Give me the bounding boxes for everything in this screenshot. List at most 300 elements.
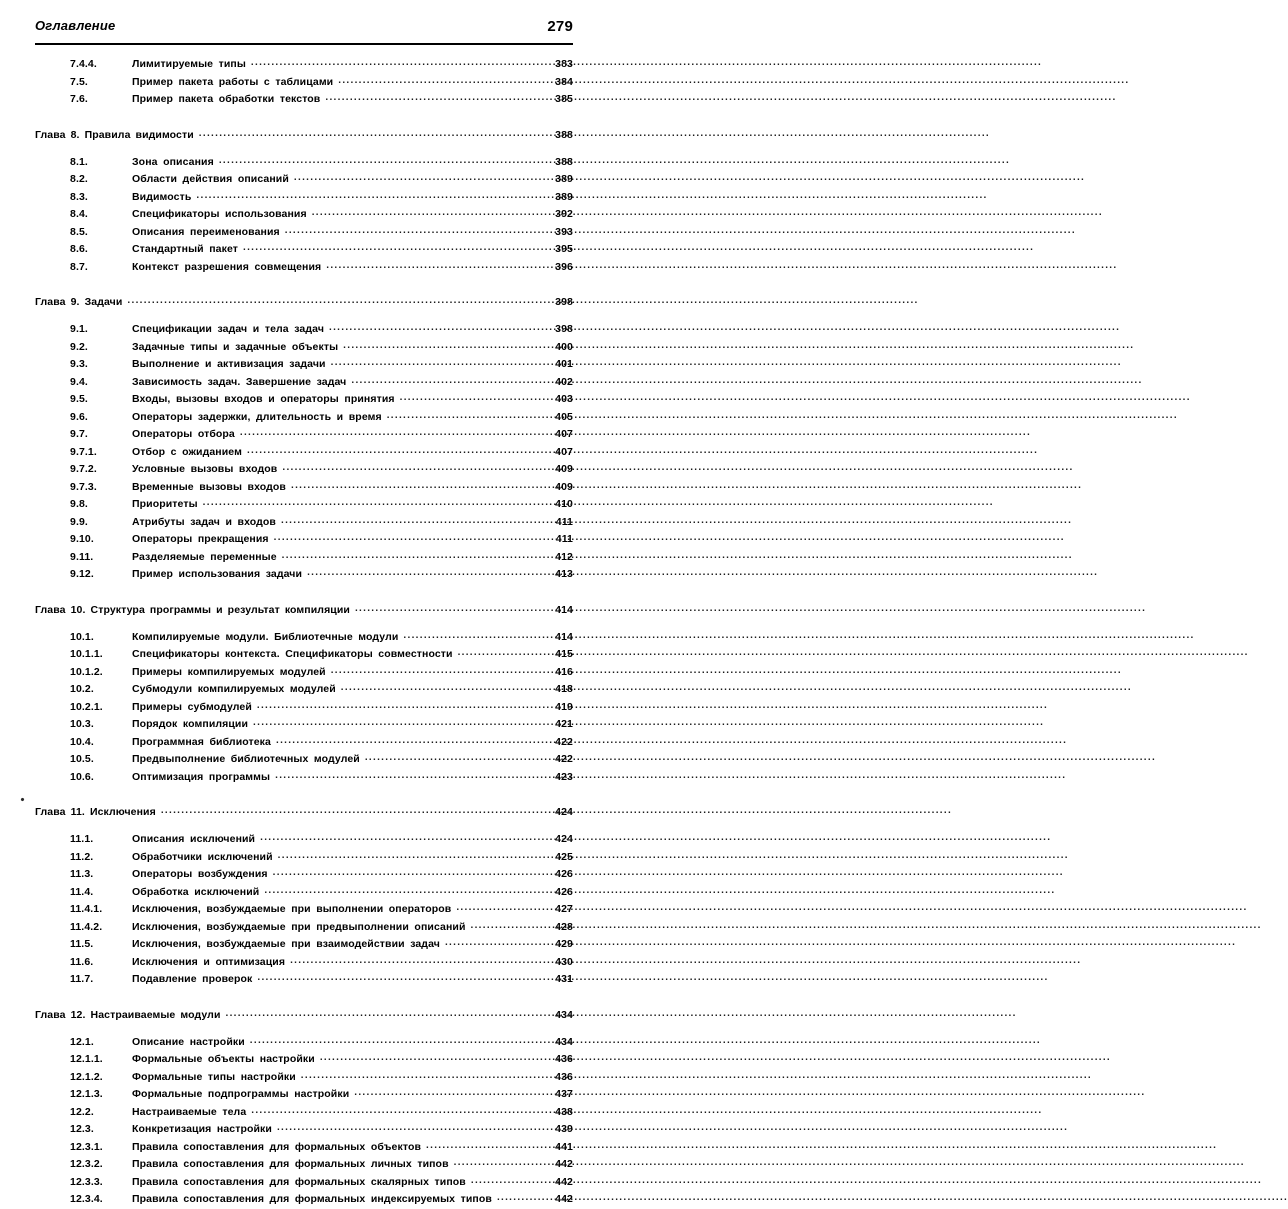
toc-entry-page: 412 (555, 550, 573, 563)
toc-entry-page: 441 (555, 1140, 573, 1153)
toc-entry-number: 8.7. (70, 260, 88, 273)
toc-entry-number: 10.1.2. (70, 665, 103, 678)
toc-spacer (35, 145, 573, 154)
toc-entry-page: 423 (555, 770, 573, 783)
toc-entry-title: Правила сопоставления для формальных личных типов (132, 1158, 449, 1170)
toc-entry-number: 9.11. (70, 550, 94, 563)
toc-entry-number: 12.1.3. (70, 1088, 103, 1100)
toc-entry-title: Входы, вызовы входов и операторы принятия (132, 393, 395, 405)
toc-entry-page: 410 (555, 498, 573, 510)
toc-entry-number: 9.3. (70, 358, 88, 370)
toc-entry-number: 12.3.1. (70, 1140, 103, 1153)
toc-entry-page: 385 (555, 93, 573, 105)
dot-leader (331, 664, 543, 675)
toc-entry-number: 12.3.3. (70, 1175, 103, 1188)
toc-entry-row[interactable] (35, 734, 573, 752)
toc-entry-page: 400 (555, 340, 573, 353)
toc-entry-number: 11.4. (70, 885, 94, 898)
toc-entry-number: 8.3. (70, 190, 88, 203)
toc-entry-number: 12.1. (70, 1035, 94, 1048)
dot-leader (285, 224, 543, 235)
toc-entry-number: 11.6. (70, 955, 94, 968)
toc-entry-title: Спецификации задач и тела задач (132, 323, 325, 335)
toc-entry-title: Лимитируемые типы (132, 58, 246, 70)
toc-entry-title: Операторы прекращения (132, 533, 269, 545)
toc-entry-title: Обработчики исключений (132, 850, 273, 863)
dot-leader (331, 356, 543, 367)
toc-entry-title: Правила сопоставления для формальных объектов (132, 1140, 422, 1153)
toc-entry-page: 398 (555, 323, 573, 335)
toc-chapter-row[interactable] (35, 602, 573, 620)
toc-entry-title: Условные вызовы входов (132, 463, 278, 475)
toc-entry-title: Исключения, возбуждаемые при предвыполнении описаний (132, 920, 466, 933)
toc-spacer (35, 312, 573, 321)
toc-spacer (35, 109, 573, 127)
toc-entry-page: 414 (555, 603, 573, 616)
toc-entry-title: Описания исключений (132, 833, 256, 845)
toc-entry-number: 9.8. (70, 498, 88, 510)
dot-leader (274, 531, 543, 542)
toc-entry-title: Компилируемые модули. Библиотечные модули (132, 630, 399, 643)
toc-entry-number: 9.2. (70, 340, 88, 353)
toc-page (0, 0, 600, 1205)
toc-entry-row[interactable] (35, 1191, 573, 1209)
toc-entry-row[interactable] (35, 549, 573, 567)
toc-entry-page: 434 (555, 1008, 573, 1021)
toc-entry-page: 436 (555, 1053, 573, 1065)
toc-entry-title: Формальные подпрограммы настройки (132, 1088, 350, 1100)
toc-entry-row[interactable] (35, 496, 573, 514)
dot-leader (199, 127, 543, 138)
toc-entry-number: 12.3. (70, 1123, 94, 1135)
toc-entry-page: 426 (555, 868, 573, 880)
toc-entry-number: 9.5. (70, 393, 88, 405)
toc-entry-row[interactable] (35, 339, 573, 357)
toc-entry-number: 12.3.2. (70, 1158, 103, 1170)
toc-entry-title: Стандартный пакет (132, 243, 238, 255)
toc-entry-row[interactable] (35, 356, 573, 374)
toc-entry-title: Глава 12. Настраиваемые модули (35, 1008, 221, 1021)
scan-speck (21, 798, 25, 802)
toc-entry-page: 431 (555, 973, 573, 985)
toc-entry-number: 9.6. (70, 410, 88, 423)
toc-entry-title: Зона описания (132, 155, 214, 168)
toc-entry-page: 424 (555, 806, 573, 818)
toc-entry-row[interactable] (35, 751, 573, 769)
dot-leader (351, 374, 543, 385)
toc-spacer (35, 620, 573, 629)
dot-leader (247, 444, 543, 455)
toc-entry-number: 10.2.1. (70, 700, 103, 713)
toc-entry-number: 12.1.1. (70, 1053, 103, 1065)
dot-leader (454, 1156, 543, 1167)
toc-entry-row[interactable] (35, 1086, 573, 1104)
toc-entry-title: Глава 8. Правила видимости (35, 128, 194, 141)
toc-spacer (35, 822, 573, 831)
toc-entry-page: 437 (555, 1088, 573, 1100)
toc-entry-row[interactable] (35, 409, 573, 427)
toc-entry-number: 10.3. (70, 718, 94, 730)
toc-entry-row[interactable] (35, 566, 573, 584)
toc-entry-row[interactable] (35, 1121, 573, 1139)
toc-entry-row[interactable] (35, 1139, 573, 1157)
dot-leader (294, 171, 543, 182)
dot-leader (497, 1191, 543, 1202)
toc-entry-page: 442 (555, 1193, 573, 1205)
toc-entry-page: 424 (555, 833, 573, 845)
toc-entry-row[interactable] (35, 629, 573, 647)
dot-leader (445, 936, 543, 947)
toc-entry-title: Операторы задержки, длительность и время (132, 410, 382, 423)
toc-entry-page: 389 (555, 190, 573, 203)
toc-entry-row[interactable] (35, 681, 573, 699)
dot-leader (251, 56, 543, 67)
dot-leader (273, 866, 543, 877)
toc-entry-row[interactable] (35, 831, 573, 849)
toc-entry-title: Примеры субмодулей (132, 700, 252, 713)
toc-entry-number: 9.9. (70, 515, 88, 528)
toc-entry-row[interactable] (35, 1104, 573, 1122)
toc-entry-number: 9.10. (70, 533, 94, 545)
toc-entry-row[interactable] (35, 189, 573, 207)
toc-entry-number: 8.2. (70, 173, 88, 185)
toc-entry-number: 11.4.1. (70, 903, 103, 915)
page-title: Оглавление (35, 18, 116, 33)
toc-entry-number: 8.4. (70, 208, 88, 220)
toc-entry-page: 442 (555, 1175, 573, 1188)
toc-entry-row[interactable] (35, 769, 573, 787)
toc-entry-title: Программная библиотека (132, 735, 271, 748)
dot-leader (282, 549, 543, 560)
toc-entry-number: 8.1. (70, 155, 88, 168)
dot-leader (325, 91, 543, 102)
dot-leader (127, 294, 543, 305)
dot-leader (196, 189, 543, 200)
toc-entry-page: 421 (555, 718, 573, 730)
toc-entry-number: 9.7. (70, 428, 88, 440)
toc-entry-title: Временные вызовы входов (132, 480, 286, 493)
dot-leader (307, 566, 543, 577)
toc-entry-number: 10.6. (70, 770, 94, 783)
dot-leader (343, 339, 543, 350)
toc-entry-row[interactable] (35, 444, 573, 462)
toc-entry-number: 12.1.2. (70, 1070, 103, 1083)
toc-entry-page: 416 (555, 665, 573, 678)
toc-entry-title: Глава 9. Задачи (35, 296, 123, 308)
toc-entry-title: Конкретизация настройки (132, 1123, 272, 1135)
toc-spacer (35, 786, 573, 804)
toc-entry-title: Спецификаторы контекста. Спецификаторы совместности (132, 648, 453, 660)
toc-entry-title: Области действия описаний (132, 173, 289, 185)
toc-entry-row[interactable] (35, 954, 573, 972)
dot-leader (320, 1051, 543, 1062)
dot-leader (301, 1069, 543, 1080)
dot-leader (203, 496, 543, 507)
toc-entry-number: 11.1. (70, 833, 94, 845)
toc-entry-number: 9.12. (70, 568, 94, 580)
toc-entry-page: 413 (555, 568, 573, 580)
toc-entry-row[interactable] (35, 664, 573, 682)
toc-entry-number: 11.3. (70, 868, 94, 880)
toc-chapter-row[interactable] (35, 804, 573, 822)
toc-entry-row[interactable] (35, 56, 573, 74)
toc-entry-page: 429 (555, 938, 573, 950)
dot-leader (161, 804, 543, 815)
toc-entry-title: Видимость (132, 190, 192, 203)
toc-entry-row[interactable] (35, 426, 573, 444)
toc-entry-page: 426 (555, 885, 573, 898)
toc-entry-title: Предвыполнение библиотечных модулей (132, 753, 360, 765)
toc-entry-title: Отбор с ожиданием (132, 445, 242, 458)
toc-entry-page: 398 (555, 296, 573, 308)
toc-entry-page: 384 (555, 75, 573, 88)
folio-number: 279 (547, 18, 573, 35)
dot-leader (219, 154, 543, 165)
toc-entry-number: 10.5. (70, 753, 94, 765)
dot-leader (253, 716, 543, 727)
toc-entry-row[interactable] (35, 514, 573, 532)
toc-entry-title: Глава 11. Исключения (35, 806, 156, 818)
toc-entry-title: Задачные типы и задачные объекты (132, 340, 339, 353)
toc-entry-row[interactable] (35, 1174, 573, 1192)
toc-entry-title: Субмодули компилируемых модулей (132, 683, 336, 695)
toc-entry-number: 9.7.3. (70, 480, 97, 493)
toc-entry-row[interactable] (35, 1069, 573, 1087)
toc-entry-title: Примеры компилируемых модулей (132, 665, 326, 678)
toc-entry-page: 388 (555, 155, 573, 168)
toc-entry-row[interactable] (35, 479, 573, 497)
toc-entry-number: 7.4.4. (70, 58, 97, 70)
toc-entry-title: Настраиваемые тела (132, 1105, 247, 1118)
toc-entry-title: Операторы возбуждения (132, 868, 268, 880)
toc-entry-row[interactable] (35, 259, 573, 277)
toc-entry-row[interactable] (35, 91, 573, 109)
toc-entry-title: Обработка исключений (132, 885, 260, 898)
toc-entry-row[interactable] (35, 884, 573, 902)
toc-entry-title: Правила сопоставления для формальных скалярных типов (132, 1175, 466, 1188)
toc-entry-title: Пример использования задачи (132, 568, 303, 580)
dot-leader (260, 831, 543, 842)
toc-entry-title: Пример пакета работы с таблицами (132, 75, 334, 88)
toc-entry-title: Описания переименования (132, 225, 280, 238)
toc-spacer (35, 276, 573, 294)
toc-entry-page: 425 (555, 850, 573, 863)
toc-entry-title: Исключения, возбуждаемые при выполнении операторов (132, 903, 452, 915)
toc-entry-title: Приоритеты (132, 498, 198, 510)
toc-entry-title: Глава 10. Структура программы и результат компиляции (35, 603, 350, 616)
toc-entry-page: 392 (555, 208, 573, 220)
dot-leader (275, 769, 543, 780)
toc-entry-title: Описание настройки (132, 1035, 245, 1048)
toc-entry-number: 12.3.4. (70, 1193, 103, 1205)
toc-spacer (35, 989, 573, 1007)
toc-entry-title: Формальные объекты настройки (132, 1053, 315, 1065)
toc-entry-number: 10.1. (70, 630, 94, 643)
toc-entry-row[interactable] (35, 374, 573, 392)
toc-entry-title: Разделяемые переменные (132, 550, 277, 563)
toc-entry-row[interactable] (35, 936, 573, 954)
toc-entry-page: 419 (555, 700, 573, 713)
toc-entry-row[interactable] (35, 919, 573, 937)
toc-chapter-row[interactable] (35, 1007, 573, 1025)
toc-entry-page: 411 (555, 515, 573, 528)
toc-entry-row[interactable] (35, 971, 573, 989)
running-head (35, 18, 573, 42)
toc-entry-row[interactable] (35, 1034, 573, 1052)
dot-leader (264, 884, 543, 895)
toc-entry-page: 405 (555, 410, 573, 423)
dot-leader (250, 1034, 543, 1045)
toc-entry-page: 403 (555, 393, 573, 405)
dot-leader (329, 321, 543, 332)
toc-entry-page: 434 (555, 1035, 573, 1048)
toc-entry-row[interactable] (35, 849, 573, 867)
toc-entry-number: 10.1.1. (70, 648, 103, 660)
toc-entry-number: 7.6. (70, 93, 88, 105)
toc-entry-page: 422 (555, 735, 573, 748)
toc-entry-page: 395 (555, 243, 573, 255)
dot-leader (240, 426, 543, 437)
dot-leader (257, 699, 543, 710)
toc-entry-number: 11.2. (70, 850, 94, 863)
toc-entry-row[interactable] (35, 531, 573, 549)
toc-entry-title: Пример пакета обработки текстов (132, 93, 321, 105)
dot-leader (471, 919, 543, 930)
toc-entry-page: 427 (555, 903, 573, 915)
toc-entry-page: 436 (555, 1070, 573, 1083)
dot-leader (251, 1104, 543, 1115)
dot-leader (282, 461, 543, 472)
toc-entry-title: Исключения, возбуждаемые при взаимодействии задач (132, 938, 440, 950)
toc-entry-number: 9.4. (70, 375, 88, 388)
toc-entry-page: 393 (555, 225, 573, 238)
dot-leader (471, 1174, 543, 1185)
toc-entry-page: 409 (555, 480, 573, 493)
dot-leader (276, 734, 543, 745)
toc-entry-title: Контекст разрешения совмещения (132, 260, 322, 273)
toc-entry-row[interactable] (35, 866, 573, 884)
toc-entry-number: 11.5. (70, 938, 94, 950)
toc-entry-row[interactable] (35, 206, 573, 224)
toc-entry-page: 409 (555, 463, 573, 475)
toc-entry-number: 7.5. (70, 75, 88, 88)
toc-entry-number: 12.2. (70, 1105, 94, 1118)
toc-entry-title: Операторы отбора (132, 428, 235, 440)
toc-entry-number: 9.1. (70, 323, 88, 335)
toc-entry-page: 422 (555, 753, 573, 765)
toc-entry-number: 10.4. (70, 735, 94, 748)
toc-entry-page: 407 (555, 428, 573, 440)
dot-leader (338, 74, 543, 85)
toc-entry-page: 414 (555, 630, 573, 643)
toc-entry-number: 11.7. (70, 973, 94, 985)
dot-leader (355, 602, 543, 613)
toc-entry-page: 402 (555, 375, 573, 388)
dot-leader (290, 954, 543, 965)
toc-entry-row[interactable] (35, 241, 573, 259)
dot-leader (278, 849, 543, 860)
dot-leader (277, 1121, 543, 1132)
toc-entry-title: Выполнение и активизация задачи (132, 358, 326, 370)
dot-leader (426, 1139, 543, 1150)
toc-list (35, 56, 573, 1209)
toc-entry-row[interactable] (35, 716, 573, 734)
dot-leader (456, 901, 543, 912)
toc-entry-page: 388 (555, 128, 573, 141)
header-rule (35, 43, 573, 45)
toc-entry-page: 389 (555, 173, 573, 185)
dot-leader (354, 1086, 543, 1097)
dot-leader (400, 391, 543, 402)
toc-entry-page: 415 (555, 648, 573, 660)
toc-entry-page: 428 (555, 920, 573, 933)
toc-entry-page: 383 (555, 58, 573, 70)
toc-entry-number: 8.5. (70, 225, 88, 238)
toc-entry-title: Спецификаторы использования (132, 208, 307, 220)
toc-entry-row[interactable] (35, 646, 573, 664)
dot-leader (387, 409, 543, 420)
toc-spacer (35, 584, 573, 602)
toc-entry-title: Формальные типы настройки (132, 1070, 296, 1083)
dot-leader (243, 241, 543, 252)
toc-entry-row[interactable] (35, 74, 573, 92)
toc-entry-row[interactable] (35, 699, 573, 717)
toc-entry-row[interactable] (35, 1051, 573, 1069)
dot-leader (291, 479, 543, 490)
toc-entry-title: Оптимизация программы (132, 770, 271, 783)
toc-entry-title: Порядок компиляции (132, 718, 249, 730)
toc-entry-number: 9.7.2. (70, 463, 97, 475)
toc-spacer (35, 1025, 573, 1034)
toc-chapter-row[interactable] (35, 127, 573, 145)
toc-entry-number: 10.2. (70, 683, 94, 695)
toc-entry-number: 11.4.2. (70, 920, 103, 933)
toc-entry-row[interactable] (35, 171, 573, 189)
dot-leader (458, 646, 543, 657)
dot-leader (281, 514, 543, 525)
dot-leader (365, 751, 543, 762)
toc-entry-row[interactable] (35, 1156, 573, 1174)
toc-entry-page: 407 (555, 445, 573, 458)
toc-entry-title: Зависимость задач. Завершение задач (132, 375, 347, 388)
toc-entry-row[interactable] (35, 321, 573, 339)
toc-entry-title: Атрибуты задач и входов (132, 515, 276, 528)
toc-entry-number: 8.6. (70, 243, 88, 255)
toc-chapter-row[interactable] (35, 294, 573, 312)
toc-entry-page: 430 (555, 955, 573, 968)
toc-entry-row[interactable] (35, 391, 573, 409)
toc-entry-number: 9.7.1. (70, 445, 97, 458)
toc-entry-title: Правила сопоставления для формальных индексируемых типов (132, 1193, 492, 1205)
toc-entry-page: 396 (555, 260, 573, 273)
toc-entry-page: 439 (555, 1123, 573, 1135)
toc-entry-page: 411 (555, 533, 573, 545)
dot-leader (341, 681, 543, 692)
toc-entry-title: Исключения и оптимизация (132, 955, 286, 968)
dot-leader (326, 259, 543, 270)
toc-entry-row[interactable] (35, 461, 573, 479)
dot-leader (226, 1007, 543, 1018)
toc-entry-page: 438 (555, 1105, 573, 1118)
toc-entry-row[interactable] (35, 901, 573, 919)
dot-leader (312, 206, 543, 217)
toc-entry-page: 418 (555, 683, 573, 695)
toc-entry-page: 401 (555, 358, 573, 370)
toc-entry-row[interactable] (35, 154, 573, 172)
dot-leader (403, 629, 543, 640)
toc-entry-title: Подавление проверок (132, 973, 253, 985)
toc-entry-row[interactable] (35, 224, 573, 242)
